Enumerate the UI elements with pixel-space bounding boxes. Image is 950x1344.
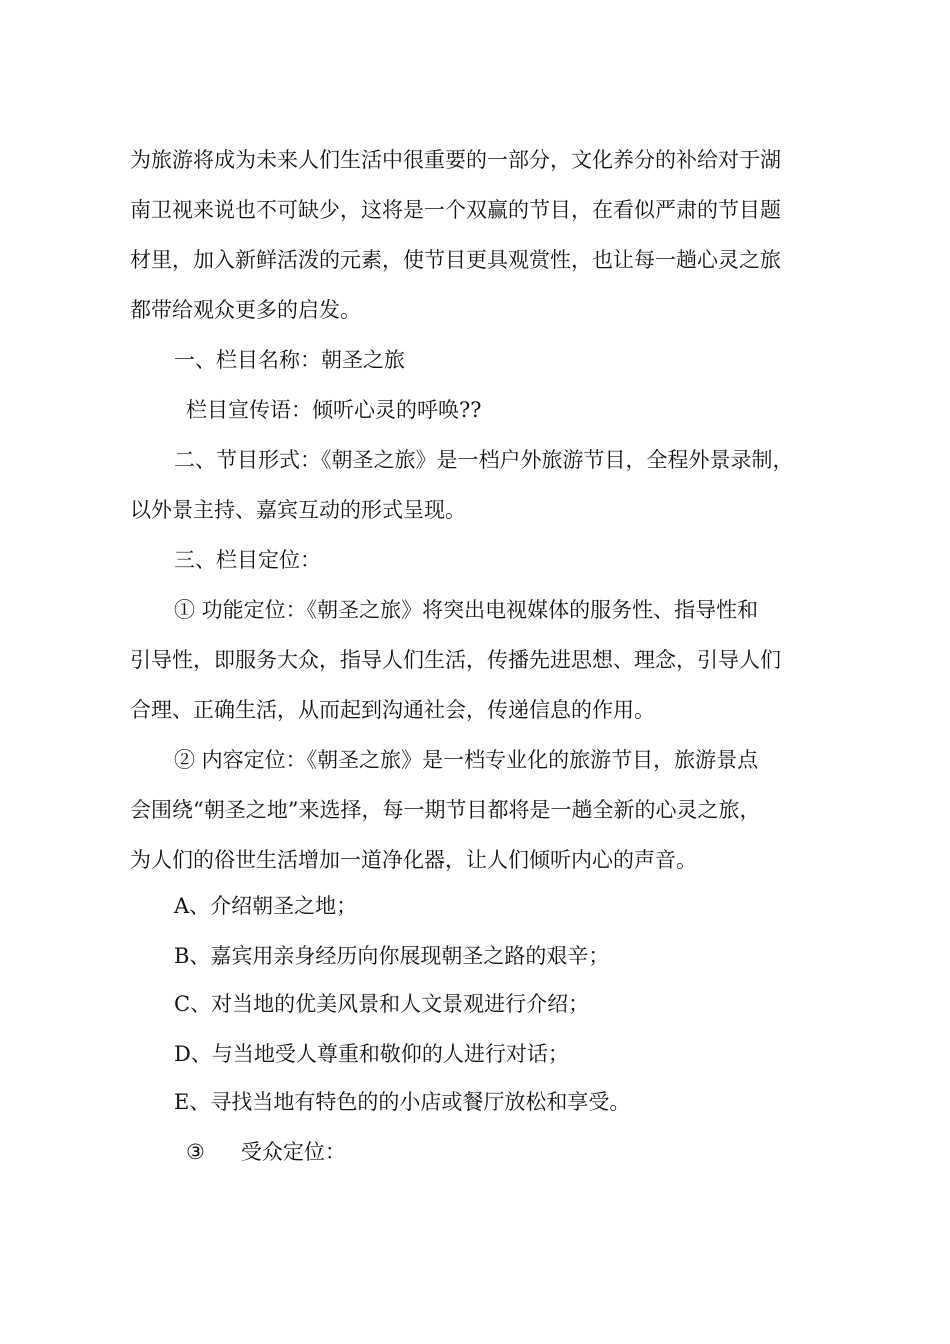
circled-number-marker: ③	[186, 1140, 205, 1164]
content-positioning-line: ② 内容定位：《朝圣之旅》是一档专业化的旅游节目，旅游景点	[174, 748, 759, 772]
paragraph-line: 为旅游将成为未来人们生活中很重要的一部分，文化养分的补给对于湖	[130, 148, 781, 172]
function-positioning-line: ① 功能定位：《朝圣之旅》将突出电视媒体的服务性、指导性和	[174, 598, 759, 622]
paragraph-line: 都带给观众更多的启发。	[130, 298, 361, 322]
content-positioning-line: 为人们的俗世生活增加一道净化器，让人们倾听内心的声音。	[130, 848, 697, 872]
list-item: B、嘉宾用亲身经历向你展现朝圣之路的艰辛；	[174, 944, 610, 968]
list-item: D、与当地受人尊重和敬仰的人进行对话；	[174, 1042, 569, 1066]
list-item: A、介绍朝圣之地；	[174, 894, 358, 918]
audience-positioning-label: 受众定位：	[240, 1140, 346, 1164]
paragraph-line: 材里，加入新鲜活泼的元素，使节目更具观赏性，也让每一趟心灵之旅	[130, 248, 781, 272]
slogan-line: 栏目宣传语：倾听心灵的呼唤??	[186, 398, 482, 422]
section-heading-positioning: 三、栏目定位：	[174, 548, 321, 572]
section-form-line: 以外景主持、嘉宾互动的形式呈现。	[130, 498, 466, 522]
section-heading-name: 一、栏目名称：朝圣之旅	[174, 348, 405, 372]
section-form-line: 二、节目形式：《朝圣之旅》是一档户外旅游节目，全程外景录制，	[174, 448, 794, 472]
list-item: E、寻找当地有特色的的小店或餐厅放松和享受。	[174, 1090, 631, 1114]
paragraph-line: 南卫视来说也不可缺少，这将是一个双赢的节目，在看似严肃的节目题	[130, 198, 781, 222]
function-positioning-line: 合理、正确生活，从而起到沟通社会，传递信息的作用。	[130, 698, 655, 722]
audience-positioning-line	[186, 1138, 346, 1166]
content-positioning-line: 会围绕“朝圣之地”来选择，每一期节目都将是一趟全新的心灵之旅，	[130, 798, 761, 822]
function-positioning-line: 引导性，即服务大众，指导人们生活，传播先进思想、理念，引导人们	[130, 648, 781, 672]
list-item: C、对当地的优美风景和人文景观进行介绍；	[174, 992, 590, 1016]
